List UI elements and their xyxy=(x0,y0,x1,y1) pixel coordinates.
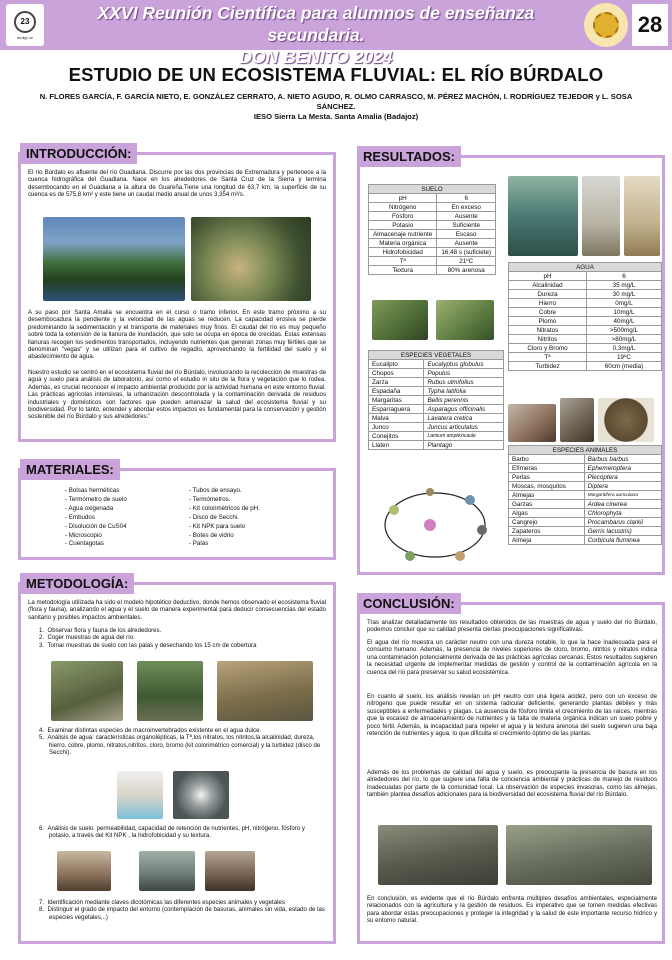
event-title-line1: XXVI Reunión Científica para alumnos de enseñanza secundaria. xyxy=(97,3,535,45)
material-item: - Kit NPK para suelo xyxy=(189,522,246,530)
metodologia-heading: METODOLOGÍA: xyxy=(20,573,134,594)
reunion-logo xyxy=(6,4,44,46)
table-row xyxy=(509,281,662,290)
table-row xyxy=(509,527,662,536)
table-cell: Plomo xyxy=(509,317,587,326)
vegetales-table xyxy=(368,350,504,450)
water-samples-photo xyxy=(508,176,578,256)
table-cell: Almacenaje nutriente xyxy=(369,230,437,239)
intro-p3: Nuestro estudio se centró en el ecosistema fluvial del río Búrdalo, involucrando la recolección de muestras de agua y suelo para análisis de laboratorio, así como el estudio in situ de la flora y vegetación que lo rodea. Además, es crucial reconocer el impacto ambiental producido por la actividad humana en este entorno fluvial. Las prácticas agrícolas intensivas, la urbanización descontrolada y la contaminación derivada de residuos industriales y domésticos son factores que pueden amenazar la salud del ecosistema fluvial y su biodiversidad. Por lo tanto, entender y abordar estos impactos es fundamental para la conservación y gestión sostenible del río Búrdalo y sus alrededores." xyxy=(28,369,326,421)
suelo-table xyxy=(368,184,496,275)
vegetales-table-title: ESPECIES VEGETALES xyxy=(369,351,504,360)
materiales-panel xyxy=(18,468,336,560)
table-cell: Chlorophyta xyxy=(584,509,661,518)
table-cell: 40mg/L xyxy=(586,317,661,326)
table-row xyxy=(509,344,662,353)
table-cell: Ausente xyxy=(437,239,496,248)
table-cell: Procambarus clarkii xyxy=(584,518,661,527)
aerial-map-photo xyxy=(191,217,311,301)
table-cell: Malva xyxy=(369,414,424,423)
table-cell: Nitratos xyxy=(509,326,587,335)
table-cell: Barbus barbus xyxy=(584,455,661,464)
metodologia-steps-b xyxy=(35,727,325,757)
invertebrate-photo-1 xyxy=(508,404,556,442)
table-row xyxy=(369,266,496,275)
table-cell: Populus xyxy=(424,369,504,378)
table-cell: Espadaña xyxy=(369,387,424,396)
table-row xyxy=(369,221,496,230)
table-cell: >500mg/L xyxy=(586,326,661,335)
table-cell: Corbicula fluminea xyxy=(584,536,661,545)
poster-number: 28 xyxy=(632,4,668,46)
intro-panel xyxy=(18,152,336,442)
material-item: - Kit colorimétricos de pH. xyxy=(189,504,260,512)
material-item: - Termómetros. xyxy=(189,495,231,503)
resultados-heading: RESULTADOS: xyxy=(357,146,461,167)
conclusion-p3: En cuanto al suelo, los análisis revelan un pH neutro con una ligera acidez, pero con un exceso de nitrógeno que puede resultar en un sistema radicular deficiente, generando plantas débiles y más susceptibles a enfermedades y plagas. La ausencia de fósforo limita el crecimiento de las raíces, mientras que la escasez de almacenamiento de nutrientes y la falta de materia orgánica indican un suelo pobre y poco fértil. Además, la incapacidad para repeler el agua y la textura arenosa del suelo sugieren una baja retención de nutrientes y agua, lo que dificulta el crecimiento óptimo de las plantas. xyxy=(367,693,657,738)
table-cell: Rubus ulmifolius xyxy=(424,378,504,387)
table-cell: Turbidez xyxy=(509,362,587,371)
step-item: 7. Identificación mediante claves dicotómicas las diferentes especies animales y vegetales xyxy=(39,899,285,906)
table-cell: Suficiente xyxy=(437,221,496,230)
table-row xyxy=(369,248,496,257)
table-row xyxy=(369,203,496,212)
intro-heading: INTRODUCCIÓN: xyxy=(20,143,137,164)
table-cell: Materia orgánica xyxy=(369,239,437,248)
table-row xyxy=(369,194,496,203)
table-cell: 30 mg/L xyxy=(586,290,661,299)
river-photo xyxy=(43,217,185,301)
animales-table xyxy=(508,445,662,545)
table-cell: Typha latifolia xyxy=(424,387,504,396)
table-cell: Plantago xyxy=(424,441,504,450)
intro-p1: El río Búrdalo es afluente del río Guadiana. Discurre por las dos provincias de Extremadura y pertenece a la cuenca hidrográfica del Guadiana. Nace en los alrededores de Santa Cruz de la Sierra y termina desembocando en el Guadiana a la altura de Guareña.Tiene una longitud de 63,7 km, la superficie de su cuenca es de 575,8 km² y este tiene un caudal medio anual de unos 3,354 m³/s. xyxy=(28,169,326,199)
table-row xyxy=(509,299,662,308)
table-cell: Zapateros xyxy=(509,527,585,536)
table-row xyxy=(509,335,662,344)
table-row xyxy=(369,423,504,432)
agua-table-title: AGUA xyxy=(509,263,662,272)
materiales-heading: MATERIALES: xyxy=(20,459,120,480)
table-row xyxy=(369,432,504,441)
table-cell: 0mg/L xyxy=(586,299,661,308)
reunion-logo-caption: ierdigl ue xyxy=(16,34,34,40)
table-cell: Efímeras xyxy=(509,464,585,473)
materiales-list-1 xyxy=(65,487,127,549)
table-cell: Cangrejo xyxy=(509,518,585,527)
school-seal-icon xyxy=(584,3,628,47)
table-row xyxy=(369,441,504,450)
fieldwork-photo-3 xyxy=(217,661,313,721)
invertebrate-photo-3 xyxy=(598,398,654,442)
fieldwork-photo-2 xyxy=(137,661,203,721)
table-cell: Hierro xyxy=(509,299,587,308)
table-row xyxy=(509,536,662,545)
table-row xyxy=(369,230,496,239)
table-row xyxy=(509,326,662,335)
suelo-table-title: SUELO xyxy=(369,185,496,194)
table-cell: 16,48 s (suficiete) xyxy=(437,248,496,257)
authors: N. FLORES GARCÍA, F. GARCÍA NIETO, E. GONZÁLEZ CERRATO, A. NIETO AGUDO, R. OLMO CARRASCO, M. PÉREZ MACHÓN, I. RODRÍGUEZ TEJEDOR y L. SOSA SÁNCHEZ. xyxy=(39,92,633,111)
intro-p2: A su paso por Santa Amalia se encuentra en el curso o tramo inferior. En este tramo próximo a su desembocadura la pendiente y la velocidad de las aguas se reducen. La capacidad erosiva se pierde predominando la sedimentación y el transporte de materiales muy finos. El caudal del río es muy pequeño sobre toda la extensión de la llanura de inundación, que solo se ocupa en época de crecidas. Estas extensas llanuras recogen los sedimentos transportados, incluyendo nutrientes que generan zonas muy fértiles que se denominan "vegas" y se utilizan para el cultivo de regadío, aprovechando la fertilidad del suelo y el abastecimiento de agua. xyxy=(28,309,326,361)
step-item: 2. Coger muestras de agua del río. xyxy=(39,634,135,642)
table-row xyxy=(509,290,662,299)
material-item: - Bolsas herméticas xyxy=(65,487,120,494)
table-cell: Textura xyxy=(369,266,437,275)
table-cell: Tª xyxy=(509,353,587,362)
table-cell: Cobre xyxy=(509,308,587,317)
conclusion-p2: El agua del río muestra un carácter neutro con una dureza notable, lo que la hace inadecuada para el consumo humano. Además, la presencia de niveles superiores de cloro, bromo, nitritos y nitratos indica una contaminación potencialmente derivada de las prácticas agrícolas cercanas. Estos resultados sugieren la necesidad urgente de implementar medidas de gestión y control de la contaminación agrícola en la cuenca del río para preservar su salud ecosistémica. xyxy=(367,639,657,676)
secchi-disc-photo xyxy=(173,771,229,819)
table-cell: 6 xyxy=(586,272,661,281)
table-cell: En exceso xyxy=(437,203,496,212)
table-cell: Bellis perennis xyxy=(424,396,504,405)
table-cell: Gerris lacustris) xyxy=(584,527,661,536)
table-cell: Cloro y Bromo xyxy=(509,344,587,353)
table-cell: 6 xyxy=(437,194,496,203)
table-cell: 80% arenosa xyxy=(437,266,496,275)
table-cell: Almejas xyxy=(509,491,585,500)
material-item: - Palas xyxy=(189,540,209,548)
table-row xyxy=(369,257,496,266)
table-cell: Barbo xyxy=(509,455,585,464)
table-cell: 19ºC xyxy=(586,353,661,362)
table-row xyxy=(509,455,662,464)
fieldwork-photo-1 xyxy=(51,661,123,721)
step-item: 6. Análisis de suelo: permeabilidad, capacidad de retención de nutrientes, pH, nitrógeno, fósforo y potasio, a través del Kit NPK , la hidrofobicidad y su textura. xyxy=(39,825,305,840)
metodologia-steps-d xyxy=(35,899,325,921)
table-cell: Plecóptera xyxy=(584,473,661,482)
table-cell: Dureza xyxy=(509,290,587,299)
step-item: 8. Distinguir el grado de impacto del entorno (contemplación de basuras, animales sin vida, estado de las especies vegetales,..) xyxy=(39,906,325,921)
table-cell: Garzas xyxy=(509,500,585,509)
conclusion-p4: Además de los problemas de calidad del agua y suelo, es preocupante la presencia de basura en los alrededores del río, lo que sugiere una falta de conciencia ambiental y prácticas de manejo de residuos inadecuadas por parte de la comunidad local. La observación de especies invasoras, como las almejas, también plantea desafíos adicionales para la biodiversidad del ecosistema fluvial del río Búrdalo. xyxy=(367,769,657,799)
table-cell: 21ºC xyxy=(437,257,496,266)
metodologia-steps-a xyxy=(35,627,325,649)
table-cell: Potasio xyxy=(369,221,437,230)
plant-photo-2 xyxy=(436,300,494,340)
material-item: - Termómetro de suelo xyxy=(65,495,127,503)
table-row xyxy=(509,362,662,371)
table-cell: Llaten xyxy=(369,441,424,450)
table-cell: Zarza xyxy=(369,378,424,387)
table-cell: Almeja xyxy=(509,536,585,545)
table-row xyxy=(369,360,504,369)
table-cell: >80mg/L xyxy=(586,335,661,344)
table-row xyxy=(369,396,504,405)
table-cell: Lamium amplexicaule xyxy=(424,432,504,441)
conclusion-heading: CONCLUSIÓN: xyxy=(357,593,461,614)
table-cell: Esparraguera xyxy=(369,405,424,414)
table-cell: Junco xyxy=(369,423,424,432)
table-cell: Margaritifera auricularia xyxy=(584,491,661,500)
table-cell: Conejitos xyxy=(369,432,424,441)
metodologia-panel xyxy=(18,582,336,944)
animales-table-title: ESPECIES ANIMALES xyxy=(509,446,662,455)
lab-photo-2 xyxy=(139,851,195,891)
table-cell: Eucalipto xyxy=(369,360,424,369)
table-cell: Juncus articulatus xyxy=(424,423,504,432)
material-item: - Disolución de CuS04 xyxy=(65,522,127,530)
table-cell: pH xyxy=(369,194,437,203)
table-cell: Eucalyptus globulus xyxy=(424,360,504,369)
table-cell: 0,3mg/L xyxy=(586,344,661,353)
step-item: 3. Tomar muestras de suelo con las palas y desechando los 15 cm de cobertura xyxy=(39,641,257,649)
step-item: 1. Observar flora y fauna de los alrededores. xyxy=(39,627,162,634)
invertebrate-photo-2 xyxy=(560,398,594,442)
table-cell: Hidrofobicidad xyxy=(369,248,437,257)
material-item: - Botes de vidrio xyxy=(189,531,234,539)
conclusion-panel xyxy=(357,602,665,944)
table-row xyxy=(369,414,504,423)
metodologia-intro: La metodología utilizada ha sido el modelo hipotético deductivo, donde hemos observado el ecosistema fluvial (flora y fauna), analizando el agua y el suelo de manera experimental para deducir consecuencias del estado sanitario y posibles impactos ambientales. xyxy=(28,599,326,621)
conclusion-p5: En conclusión, es evidente que el río Búrdalo enfrenta múltiples desafíos ambientales, especialmente relacionados con la agricultura y la gestión de residuos. Es imperativo que se tomen medidas efectivas para abordar estas preocupaciones y proteger la integridad y la salud de este importante recurso hídrico y su entorno natural. xyxy=(367,895,657,925)
table-cell: Escaso xyxy=(437,230,496,239)
event-title xyxy=(48,2,584,68)
table-row xyxy=(369,212,496,221)
material-item: - Tubos de ensayo. xyxy=(189,487,242,494)
materiales-list-2 xyxy=(189,487,260,549)
table-cell: 35 mg/L xyxy=(586,281,661,290)
table-cell: Diptera xyxy=(584,482,661,491)
table-row xyxy=(509,308,662,317)
table-row xyxy=(509,317,662,326)
test-photo xyxy=(624,176,660,256)
table-row xyxy=(509,272,662,281)
table-row xyxy=(509,482,662,491)
table-cell: Lavatera cretica xyxy=(424,414,504,423)
garbage-photo-1 xyxy=(378,825,498,885)
table-cell: Tª xyxy=(369,257,437,266)
metodologia-steps-c xyxy=(35,825,325,840)
table-row xyxy=(509,353,662,362)
table-cell: Ardea cinerea xyxy=(584,500,661,509)
table-row xyxy=(369,387,504,396)
garbage-photo-2 xyxy=(506,825,652,885)
material-item: - Disco de Secchi. xyxy=(189,513,239,521)
institution: IESO Sierra La Mesta. Santa Amalia (Badajoz) xyxy=(253,112,419,121)
table-cell: Asparagus officinalis xyxy=(424,405,504,414)
table-cell: pH xyxy=(509,272,587,281)
table-cell: Fósforo xyxy=(369,212,437,221)
table-row xyxy=(509,500,662,509)
agua-table xyxy=(508,262,662,371)
table-cell: Nitritos xyxy=(509,335,587,344)
plant-photo-1 xyxy=(372,300,428,340)
colorimetric-kit-photo xyxy=(117,771,163,819)
table-cell: Chopos xyxy=(369,369,424,378)
table-row xyxy=(509,491,662,500)
conclusion-p1: Tras analizar detalladamente los resultados obtenidos de las muestras de agua y suelo del río Búrdalo, podemos concluir que su calidad presenta ciertas preocupaciones significativas. xyxy=(367,619,657,634)
lab-photo-3 xyxy=(205,851,255,891)
event-title-line2: DON BENITO 2024 xyxy=(239,47,393,67)
table-cell: 60cm (media) xyxy=(586,362,661,371)
table-cell: Perlas xyxy=(509,473,585,482)
table-cell: Moscas, mosquitos xyxy=(509,482,585,491)
table-row xyxy=(369,239,496,248)
step-item: 5. Análisis de agua: características organolépticas, la Tª,los nitratos, los nitritos,la alcalinidad, dureza, hierro, cobre, plomo, nitratos,nitritos, cloro, bromo (kit colorimétrico comercial) y la turbidez (disco de Secchi). xyxy=(39,734,321,757)
beaker-photo xyxy=(582,176,620,256)
table-cell: Ephemeroptera xyxy=(584,464,661,473)
reunion-logo-mark: 23 xyxy=(14,11,36,33)
poster-title: ESTUDIO DE UN ECOSISTEMA FLUVIAL: EL RÍO BÚRDALO xyxy=(68,64,604,85)
table-cell: 10mg/L xyxy=(586,308,661,317)
step-item: 4. Examinar distintas especies de macroinvertebrados existente en el agua dulce. xyxy=(39,727,262,734)
table-cell: Algas xyxy=(509,509,585,518)
material-item: - Embudos xyxy=(65,513,95,521)
material-item: - Microscopio xyxy=(65,531,102,539)
table-cell: Nitrógeno xyxy=(369,203,437,212)
resultados-panel xyxy=(357,155,665,575)
table-cell: Margaritas xyxy=(369,396,424,405)
authors-block xyxy=(30,92,642,122)
table-row xyxy=(369,378,504,387)
table-row xyxy=(369,405,504,414)
table-cell: Ausente xyxy=(437,212,496,221)
material-item: - Agua oxigenada xyxy=(65,504,114,512)
table-row xyxy=(509,509,662,518)
table-row xyxy=(509,464,662,473)
material-item: - Cuentagotas xyxy=(65,540,104,548)
food-web-diagram xyxy=(370,480,500,570)
table-row xyxy=(509,518,662,527)
table-row xyxy=(369,369,504,378)
table-row xyxy=(509,473,662,482)
lab-photo-1 xyxy=(57,851,111,891)
table-cell: Alcalinidad xyxy=(509,281,587,290)
header-banner xyxy=(0,0,672,67)
